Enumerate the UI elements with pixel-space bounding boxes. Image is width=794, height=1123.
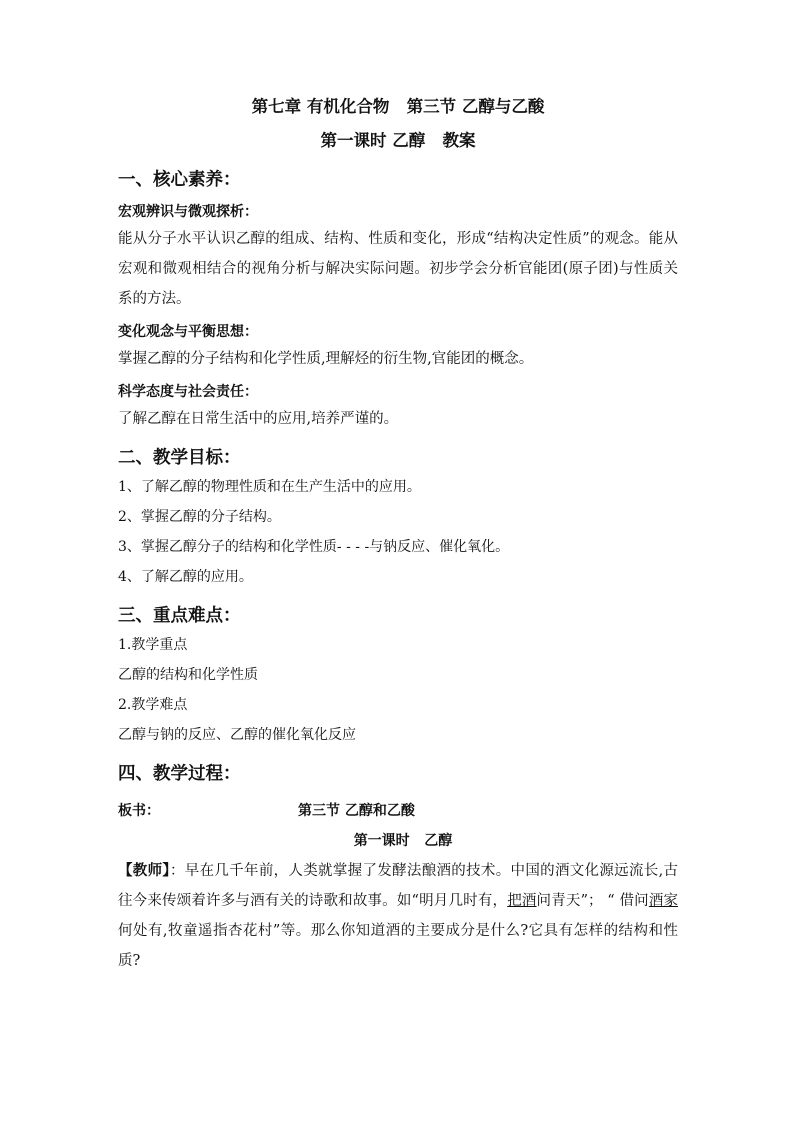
document-subtitle: 第一课时 乙醇 教案	[320, 131, 476, 150]
board-title: 第三节 乙醇和乙酸	[298, 803, 415, 819]
section-heading-teaching-goals: 二、教学目标：	[118, 448, 241, 468]
document-title: 第七章 有机化合物 第三节 乙醇与乙酸	[251, 97, 545, 116]
teacher-text-c: 何处有,牧童遥指杏花村”等。那么你知道酒的主要成分是什么?它具有怎样的结构和性质?	[118, 923, 678, 969]
paragraph-science-attitude: 了解乙醇在日常生活中的应用,培养严谨的。	[118, 411, 399, 427]
subheading-science-attitude: 科学态度与社会责任：	[118, 384, 258, 400]
paragraph-change-balance: 掌握乙醇的分子结构和化学性质,理解烃的衍生物,官能团的概念。	[118, 351, 534, 367]
section-heading-teaching-process: 四、教学过程：	[118, 764, 241, 784]
teacher-text-a: ：早在几千年前，人类就掌握了发酵法酿酒的技术。中国的酒文化源远流长,古往今来传颂着许多与酒有关的诗歌和故事。如“明月几时有，	[118, 863, 679, 909]
board-row	[118, 796, 678, 826]
section-heading-key-points: 三、重点难点：	[118, 606, 241, 626]
difficulty-label: 2.教学难点	[118, 697, 188, 713]
teacher-paragraph	[118, 856, 678, 976]
teacher-underlined-2: 酒家	[648, 893, 679, 909]
goal-item: 4、了解乙醇的应用。	[118, 569, 253, 585]
key-point-text: 乙醇的结构和化学性质	[118, 667, 258, 683]
board-subtitle: 第一课时 乙醇	[353, 833, 453, 849]
board-label: 板书：	[118, 803, 160, 819]
teacher-text-b: 问青天”； “ 借问	[536, 893, 649, 909]
goal-item: 2、掌握乙醇的分子结构。	[118, 509, 281, 525]
teacher-underlined-1: 把酒	[507, 893, 537, 909]
section-heading-core-literacy: 一、核心素养：	[118, 170, 241, 190]
goal-item: 3、掌握乙醇分子的结构和化学性质- - - -与钠反应、催化氧化。	[118, 539, 510, 555]
teacher-tag: 【教师】	[118, 862, 170, 879]
subheading-macro-micro: 宏观辨识与微观探析：	[118, 204, 258, 220]
subheading-change-balance: 变化观念与平衡思想：	[118, 324, 258, 340]
paragraph-macro-micro: 能从分子水平认识乙醇的组成、结构、性质和变化，形成“结构决定性质”的观念。能从宏观和微观相结合的视角分析与解决实际问题。初步学会分析官能团(原子团)与性质关系的方法。	[118, 231, 678, 307]
key-point-label: 1.教学重点	[118, 637, 188, 653]
goal-item: 1、了解乙醇的物理性质和在生产生活中的应用。	[118, 479, 421, 495]
document-page	[118, 92, 678, 976]
difficulty-text: 乙醇与钠的反应、乙醇的催化氧化反应	[118, 727, 356, 743]
